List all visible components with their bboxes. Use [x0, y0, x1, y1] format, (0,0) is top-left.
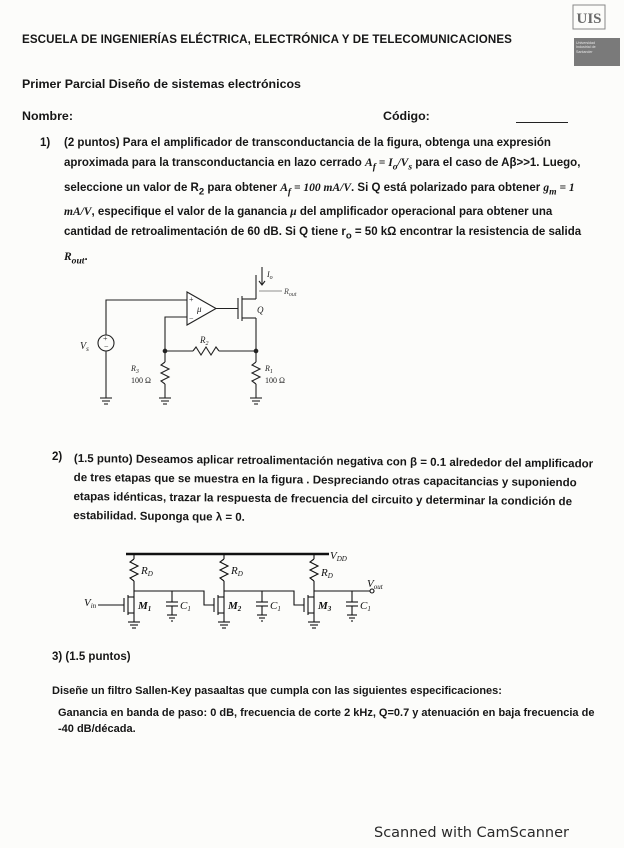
question-3-line-2: Ganancia en banda de paso: 0 dB, frecuencia de corte 2 kHz, Q=0.7 y atenuación en baja frecuencia de -40 dB/década.: [58, 707, 595, 735]
svg-text:−: −: [189, 314, 194, 323]
io-label: $I_o$: [267, 270, 273, 281]
stage-3: [262, 554, 374, 628]
question-3-title: 3) (1.5 puntos): [52, 651, 131, 663]
logo-box-line: Santander: [576, 49, 593, 54]
logo-box-line: Universidad: [576, 41, 595, 45]
mosfet-q: [238, 275, 256, 351]
r3-label: $R_3$: [131, 364, 139, 375]
r1-label: $R_1$: [265, 364, 273, 375]
resistor-r3: [161, 362, 169, 384]
q2-points: (1.5 punto): [73, 452, 133, 466]
resistor-rd-1: [130, 559, 138, 581]
r3-value: 100 Ω: [131, 376, 151, 385]
university-name-box: [574, 38, 620, 66]
ground-vs: [100, 398, 112, 404]
stage-2: [172, 554, 268, 628]
vs-label: $V_s$: [80, 341, 89, 353]
q1-points: (2 puntos): [64, 137, 120, 149]
resistor-r2: [193, 347, 219, 355]
stage-1: [98, 554, 178, 628]
resistor-rd-3: [310, 559, 318, 581]
svg-text:−: −: [104, 342, 109, 351]
university-logo: [572, 4, 606, 30]
c1-label-3: C1: [360, 600, 371, 613]
svg-text:+: +: [189, 295, 194, 304]
question-1-number: 1): [40, 137, 51, 149]
rout-label: $R_{out}$: [284, 287, 297, 298]
question-1-text: (2 puntos) Para el amplificador de transconductancia de la figura, obtenga una expresión aproximada para la transconductancia en lazo cerrado $A_f = I_o/V_s$ para el caso de Aβ>>1. Luego, seleccione un valor de $R_2$ para obtener $A_f = 100$ mA/V. Si Q está polarizado para obtener $g_m = 1$ mA/V, especifique el valor de la ganancia μ del amplificador operacional para obtener una cantidad de retroalimentación de 60 dB. Si Q tiene $r_o = 50$ kΩ encontrar la resistencia de salida $R_{out}$.: [64, 137, 582, 267]
vin-label: Vin: [84, 597, 97, 610]
transconductance-amplifier-circuit: [60, 255, 330, 415]
rd-label-1: RD: [141, 565, 153, 578]
code-label: Código:: [383, 109, 430, 123]
logo-box-line: Industrial de: [576, 45, 596, 50]
code-blank-line: [516, 122, 568, 123]
question-3-line-1: Diseñe un filtro Sallen-Key pasaaltas que cumpla con las siguientes especificaciones:: [52, 685, 502, 697]
c1-label-2: C1: [270, 600, 281, 613]
r2-label: $R_2$: [200, 335, 209, 347]
svg-text:+: +: [103, 334, 108, 343]
vdd-label: VDD: [330, 550, 347, 563]
logo-text: UIS: [576, 11, 602, 27]
exam-title: Primer Parcial Diseño de sistemas electrónicos: [22, 77, 301, 91]
r1-value: 100 Ω: [265, 376, 285, 385]
ground-r1: [250, 398, 262, 404]
question-2-text: (1.5 punto) Deseamos aplicar retroalimentación negativa con β = 0.1 alrededor del amplificador de tres etapas que se muestra en la figura . Despreciando otras capacitancias y suponiendo etapas idénticas, trazar la respuesta de frecuencia del circuito y determinar la condición de estabilidad. Suponga que λ = 0.: [73, 452, 594, 524]
question-2-number: 2): [52, 451, 63, 463]
wire-minus-feedback: [165, 317, 187, 351]
mu-label: μ: [197, 304, 202, 314]
m3-label: M3: [318, 600, 332, 613]
q-label: Q: [257, 305, 264, 315]
three-stage-amplifier-circuit: [84, 543, 384, 633]
m1-label: M1: [138, 600, 152, 613]
scanner-watermark: Scanned with CamScanner: [374, 825, 570, 841]
school-name: ESCUELA DE INGENIERÍAS ELÉCTRICA, ELECTRÓNICA Y DE TELECOMUNICACIONES: [22, 33, 513, 46]
m2-label: M2: [228, 600, 242, 613]
resistor-rd-2: [220, 559, 228, 581]
vout-label: Vout: [367, 578, 383, 591]
c1-label-1: C1: [180, 600, 191, 613]
name-label: Nombre:: [22, 109, 73, 123]
resistor-r1: [252, 362, 260, 384]
ground-r3: [159, 398, 171, 404]
rd-label-3: RD: [321, 567, 333, 580]
rd-label-2: RD: [231, 565, 243, 578]
